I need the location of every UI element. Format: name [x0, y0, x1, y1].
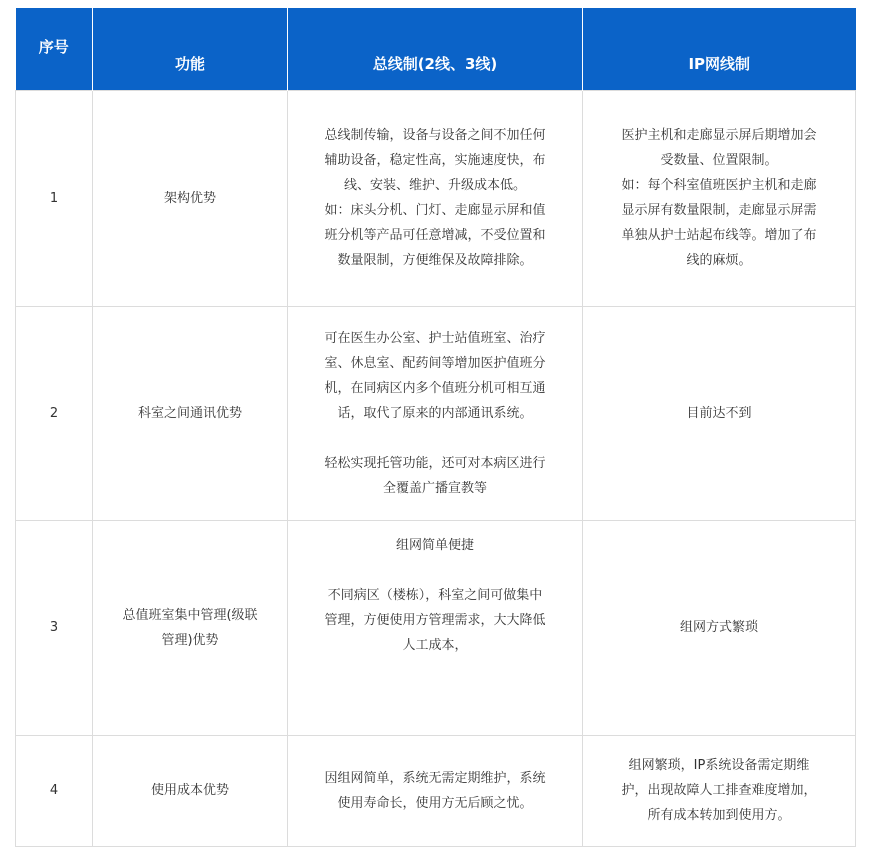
text-line: 护，出现故障人工排查难度增加，: [621, 783, 817, 798]
text-line: 组网简单便捷: [395, 537, 474, 553]
text-line: 组网方式繁琐: [679, 620, 758, 635]
comparison-table: [15, 8, 856, 847]
table-body: [16, 90, 856, 846]
text-line: 轻松实现托管功能，还可对本病区进行: [324, 455, 546, 471]
text-line: 管理，方便使用方管理需求，大大降低: [324, 612, 546, 628]
text-line: 数量限制，方便维保及故障排除。: [337, 253, 533, 268]
header-index: 序号: [16, 8, 93, 90]
text-line: 单独从护士站起布线等。增加了布: [621, 228, 817, 243]
row-bus-system: [288, 90, 583, 306]
row-ip-system: [583, 520, 856, 735]
text-line: 话，取代了原来的内部通讯系统。: [337, 405, 533, 421]
text-line: 目前达不到: [686, 405, 752, 421]
paragraph-gap: [300, 558, 570, 583]
text-line: 总线制传输，设备与设备之间不加任何: [324, 128, 546, 143]
row-ip-system: [583, 306, 856, 520]
row-feature: 使用成本优势: [93, 735, 288, 846]
row-feature: [93, 520, 288, 735]
text-line: 使用寿命长，使用方无后顾之忧。: [337, 795, 533, 811]
text-line: 显示屏有数量限制，走廊显示屏需: [621, 203, 817, 218]
row-index: 1: [16, 90, 93, 306]
text-line: 室、休息室、配药间等增加医护值班分: [324, 355, 546, 371]
header-feature: 功能: [93, 8, 288, 90]
header-bus-system: 总线制(2线、3线): [288, 8, 583, 90]
row-index: 3: [16, 520, 93, 735]
table-row: [16, 520, 856, 735]
row-bus-system: [288, 306, 583, 520]
text-line: 管理)优势: [161, 632, 219, 648]
text-line: 如：每个科室值班医护主机和走廊: [621, 178, 817, 193]
row-index: 2: [16, 306, 93, 520]
text-line: 机，在同病区内多个值班分机可相互通: [324, 380, 546, 396]
text-line: 不同病区（楼栋），科室之间可做集中: [327, 587, 543, 603]
text-line: 班分机等产品可任意增减，不受位置和: [324, 228, 546, 243]
header-row: [16, 8, 856, 90]
text-line: 受数量、位置限制。: [660, 153, 778, 168]
row-ip-system: [583, 90, 856, 306]
row-bus-system: [288, 735, 583, 846]
text-line: 可在医生办公室、护士站值班室、治疗: [324, 330, 546, 346]
text-line: 因组网简单，系统无需定期维护，系统: [324, 770, 546, 786]
row-bus-system: [288, 520, 583, 735]
row-feature: 科室之间通讯优势: [93, 306, 288, 520]
table-row: [16, 306, 856, 520]
text-line: 医护主机和走廊显示屏后期增加会: [621, 128, 817, 143]
text-line: 线、安装、维护、升级成本低。: [343, 178, 526, 193]
row-index: 4: [16, 735, 93, 846]
comparison-table-wrapper: [15, 8, 856, 847]
table-row: [16, 735, 856, 846]
text-line: 组网繁琐，IP系统设备需定期维: [628, 758, 810, 773]
header-ip-system: IP网线制: [583, 8, 856, 90]
text-line: 所有成本转加到使用方。: [647, 808, 791, 823]
text-line: 如：床头分机、门灯、走廊显示屏和值: [324, 203, 546, 218]
text-line: 线的麻烦。: [686, 253, 752, 268]
paragraph-gap: [300, 426, 570, 451]
table-row: [16, 90, 856, 306]
table-header: [16, 8, 856, 90]
text-line: 总值班室集中管理(级联: [122, 607, 258, 623]
row-feature: 架构优势: [93, 90, 288, 306]
row-ip-system: [583, 735, 856, 846]
text-line: 人工成本，: [402, 637, 468, 653]
text-line: 全覆盖广播宣教等: [382, 480, 487, 496]
text-line: 辅助设备，稳定性高，实施速度快，布: [324, 153, 546, 168]
